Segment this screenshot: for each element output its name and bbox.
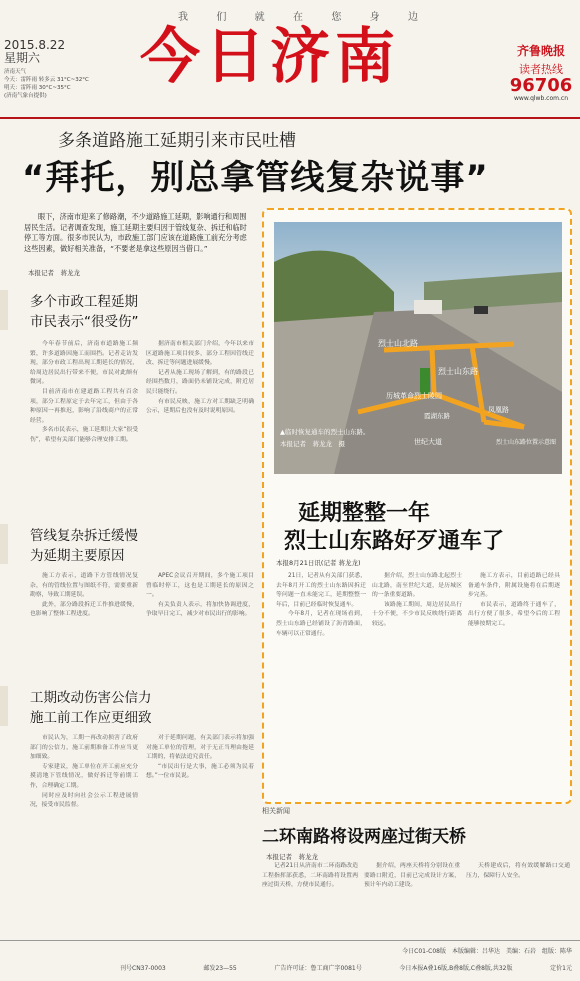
body-column: 今年春节前后，济南市道路施工频繁，许多道路因施工而围挡。记者走访发现，部分市政工程出现工期延长的情况，给周边居民出行带来不便，市民对此颇有微词。 目前济南市在建道路工程共有百余项，部分工程原定于去年完工，但由于各种原因一再推迟，影响了沿线商户的正常经营。 多名市民表示，施工延期让大家“很受伤”，希望有关部门能够合理安排工期。 — [30, 341, 138, 443]
feature-title-line: 烈士山东路好歹通车了 — [284, 529, 505, 554]
body-column: 记者21日从济南市二环南路改造工程指挥部获悉，二环南路将设置两座过街天桥，方便市民通行。 — [262, 863, 358, 889]
top-story-lead: 眼下，济南市迎来了修路潮，不少道路施工延期，影响通行和周围居民生活。记者调查发现，施工延期主要归因于管线复杂、拆迁和临时停工等方面。很多市民认为，市政施工部门应该在道路施工前充分考虑这些因素，做好相关准备，“不要老是拿这些原因当借口。” — [24, 212, 247, 253]
footer-price: 定价1元 — [550, 965, 572, 972]
brand-name: 齐鲁晚报 — [516, 44, 565, 58]
slogan-char: 就 — [254, 12, 265, 23]
road-photo — [274, 222, 562, 474]
section-marker — [0, 686, 8, 726]
section-head-line: 施工前工作应更细致 — [30, 710, 152, 726]
map-label-fenghuang: 凤凰路 — [488, 406, 509, 414]
section-head-line: 管线复杂拆迁缓慢 — [30, 528, 138, 544]
road-map-illustration — [274, 222, 562, 474]
brand-block — [508, 42, 574, 102]
feature-title-line: 延期整整一年 — [298, 501, 431, 526]
related-news-label: 相关新闻 — [262, 807, 290, 815]
body-column: 据介绍，烈士山东路北起烈士山北路，南至世纪大道，是历城区的一条重要道路。 该路施工期间，周边居民出行十分不便，不少市民反映绕行距离较远。 — [372, 573, 462, 627]
top-story-kicker: 多条道路施工延期引来市民吐槽 — [58, 131, 296, 151]
section-head — [30, 526, 138, 566]
body-column: APEC会议召开期间，多个施工项目曾临时停工，这也是工期延长的原因之一。 有关负责人表示，将加快协调进度，争取早日完工，减少对市民出行的影响。 — [146, 573, 254, 618]
footer — [0, 946, 580, 972]
map-label-east-road: 烈士山东路 — [438, 367, 478, 376]
footer-postal: 邮发23—55 — [203, 965, 237, 972]
weather-box — [4, 68, 89, 100]
footer-editors — [0, 946, 580, 955]
weekday-text: 星期六 — [4, 51, 41, 65]
memorial-marker — [420, 368, 430, 394]
map-label-century: 世纪大道 — [414, 438, 442, 446]
hotline-label: 读者热线 — [519, 63, 563, 76]
body-column: 施工方表示，目前道路已经具备通车条件，附属设施将在后期逐步完善。 市民表示，道路终于通车了，出行方便了很多，希望今后的工程能够按期完工。 — [468, 573, 560, 627]
truck — [414, 300, 442, 314]
map-label-location: 烈士山东路位置示意图 — [496, 439, 557, 446]
photo-credit: 本报记者 蒋龙龙 摄 — [280, 440, 345, 448]
section-marker — [0, 524, 8, 564]
photo-caption: ▲临时恢复通车的烈士山东路。 — [280, 428, 370, 436]
body-column: 据介绍，两座天桥将分别设在重要路口附近，目前已完成设计方案，预计年内动工建设。 — [364, 863, 460, 889]
editors-text: 今日C01-C08版 本版编辑：吕华达 美编：石岩 组版：陈华 — [402, 948, 572, 955]
feature-byline: 本报8月21日讯(记者 蒋龙龙) — [276, 559, 361, 567]
body-column: 21日，记者从有关部门获悉，去年8月开工的烈士山东路因拆迁等问题一直未能完工，延期整整一年后，目前已经临时恢复通车。 今年8月，记者在现场看到，烈士山东路已经铺设了沥青路面，车辆可以正常通行。 — [276, 573, 366, 637]
slogan-char: 在 — [292, 12, 303, 23]
section-head — [30, 688, 152, 728]
hotline-number: 96706 — [509, 75, 573, 96]
section-head-line: 工期改动伤害公信力 — [30, 690, 152, 706]
weather-line: (济南气象台提供) — [4, 93, 47, 99]
feature-box — [262, 208, 572, 804]
slogan-char: 们 — [216, 12, 227, 23]
footer-pages: 今日本报A叠16版,B叠8版,C叠8版,共32版 — [399, 965, 513, 972]
weather-line: 今天：雷阵雨 转多云 31°C~32°C — [4, 77, 89, 83]
masthead-rule — [0, 117, 580, 119]
top-story-byline: 本报记者 蒋龙龙 — [28, 269, 80, 277]
map-label-memorial: 历城革命烈士陵园 — [386, 392, 442, 400]
map-label-tunnel: 霞湖东路 — [424, 412, 450, 420]
top-story-headline: “拜托，别总拿管线复杂说事” — [22, 158, 489, 198]
related-news-title: 二环南路将设两座过街天桥 — [262, 827, 466, 847]
date-text: 2015.8.22 — [4, 38, 66, 52]
section-marker — [0, 290, 8, 330]
section-head-line: 为延期主要原因 — [30, 548, 125, 564]
section-head-line: 市民表示“很受伤” — [30, 314, 139, 330]
weather-line: 济南天气 — [4, 69, 27, 75]
footer-info — [0, 955, 580, 972]
slogan-char: 我 — [178, 12, 188, 23]
issue-date — [4, 39, 65, 65]
footer-issn: 刊号CN37-0003 — [120, 965, 166, 972]
body-column: 市民认为，工期一再改动损害了政府部门的公信力，施工前期准备工作应当更加细致。 专家建议，施工单位在开工前应充分摸清地下管线情况，做好拆迁等前期工作，合理确定工期。 同时应及时向社会公示工程进展情况，接受市民监督。 — [30, 735, 138, 809]
related-byline: 本报记者 蒋龙龙 — [266, 853, 318, 861]
map-label-north: 烈士山北路 — [378, 339, 418, 348]
section-head — [30, 292, 139, 332]
slogan-char: 您 — [331, 12, 342, 23]
weather-line: 明天：雷阵雨 30°C~35°C — [4, 85, 71, 91]
body-column: 据济南市相关部门介绍，今年以来市区道路施工项目较多，部分工程因管线迁改、拆迁等问题进展缓慢。 记者从施工现场了解到，有的路段已经围挡数月，路面仍未铺设完成，附近居民只能绕行。 有市民反映，施工方对工期缺乏明确公示，延期后也没有及时说明原因。 — [146, 341, 254, 415]
slogan-char: 身 — [369, 12, 380, 23]
body-column: 施工方表示，道路下方管线情况复杂，有的管线位置与图纸不符，需要重新勘察，导致工期延误。 此外，部分路段拆迁工作推进缓慢，也影响了整体工程进度。 — [30, 573, 138, 618]
footer-license: 广告许可证：鲁工商广字0081号 — [274, 965, 362, 972]
body-column: 对于延期问题，有关部门表示将加强对施工单位的管理，对于无正当理由拖延工期的，将依法追究责任。 “市民出行是大事，施工必须为民着想。”一位市民说。 — [146, 735, 254, 780]
slogan — [178, 8, 418, 23]
masthead-title: 今日济南 — [140, 22, 400, 92]
footer-rule — [0, 940, 580, 941]
website-url: www.qlwb.com.cn — [514, 95, 568, 102]
car — [474, 306, 488, 314]
section-head-line: 多个市政工程延期 — [30, 294, 138, 310]
body-column: 天桥建成后，将有效缓解路口交通压力，保障行人安全。 — [466, 863, 570, 879]
slogan-char: 边 — [407, 12, 418, 23]
